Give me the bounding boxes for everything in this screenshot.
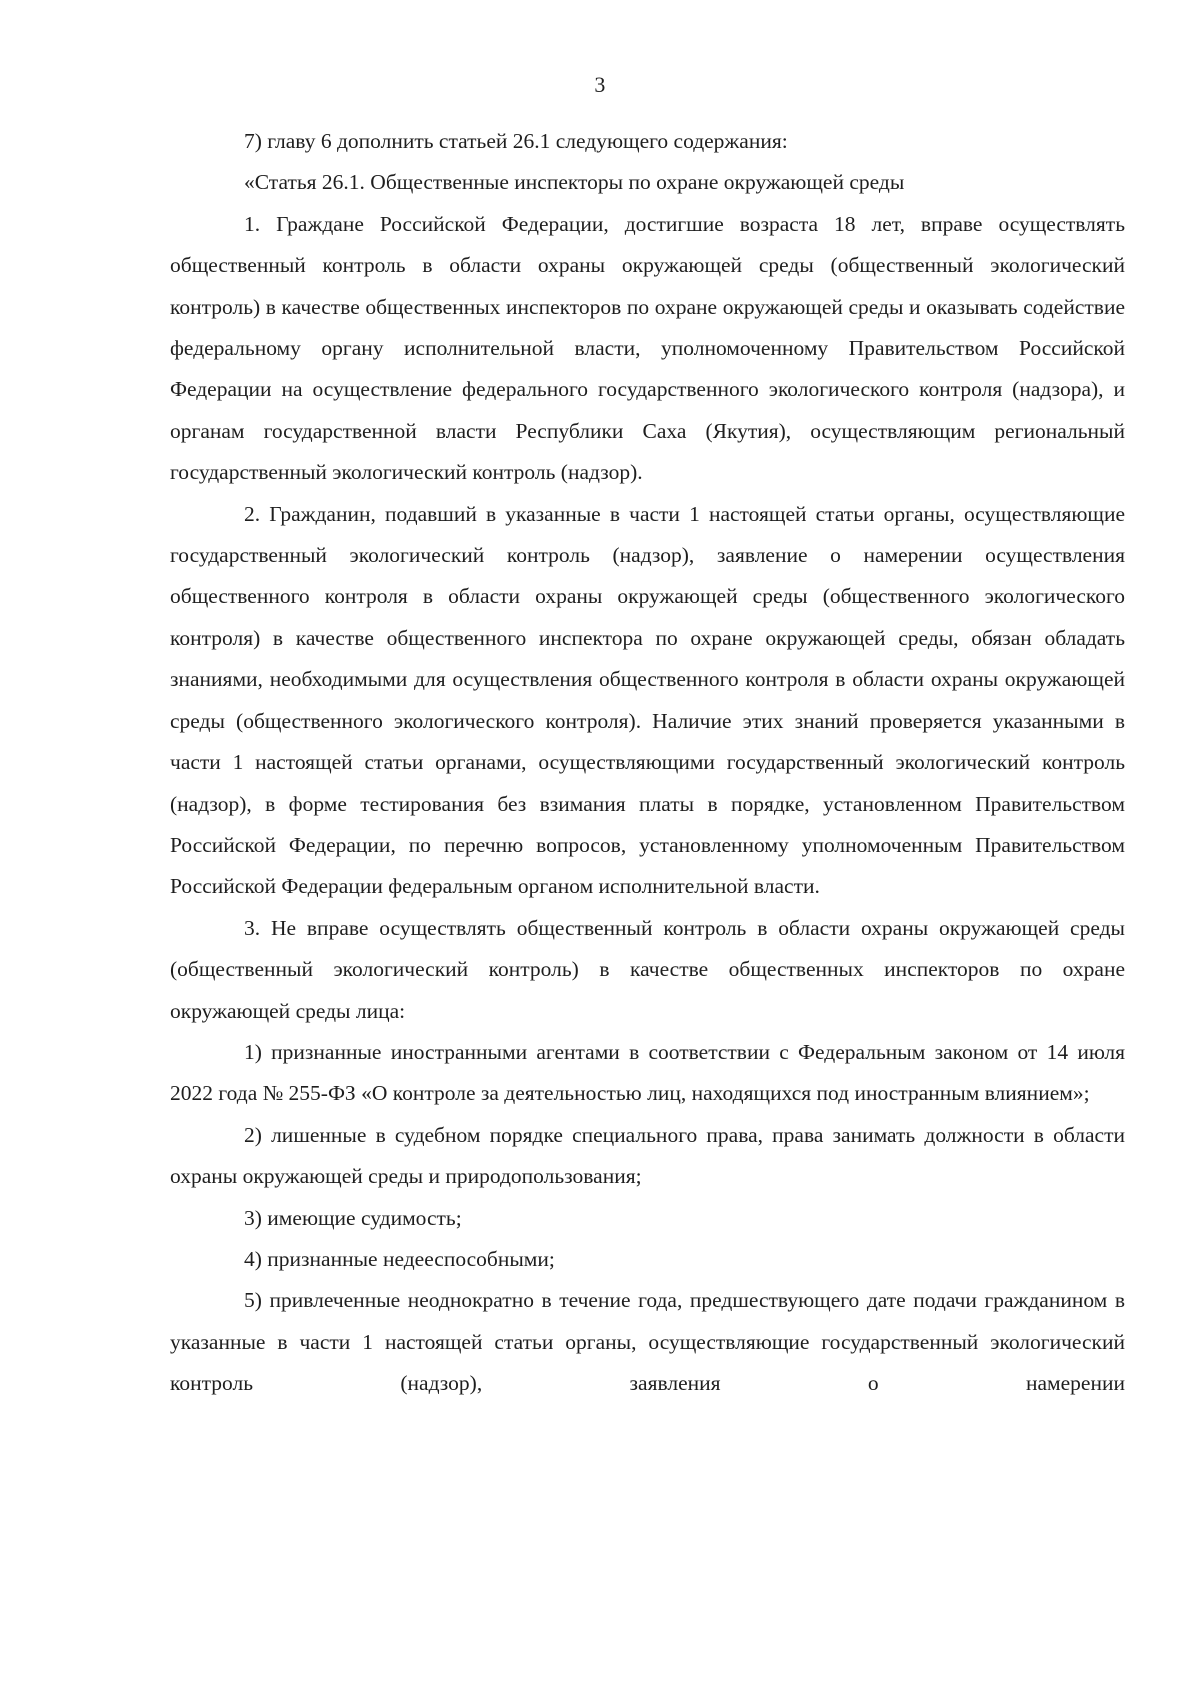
paragraph-subitem-1: 1) признанные иностранными агентами в соответствии с Федеральным законом от 14 июля 2022 года № 255-ФЗ «О контроле за деятельностью лиц, находящихся под иностранным влиянием»; [170, 1039, 1125, 1106]
paragraph-amendment-item-7: 7) главу 6 дополнить статьей 26.1 следующего содержания: [244, 129, 788, 153]
paragraph-subitem-5: 5) привлеченные неоднократно в течение года, предшествующего дате подачи гражданином в указанные в части 1 настоящей статьи органы, осуществляющие государственный экологический контроль (надзор), заявления о намерении [170, 1288, 1125, 1396]
paragraph-article-heading: «Статья 26.1. Общественные инспекторы по охране окружающей среды [244, 170, 905, 195]
paragraph-subitem-3: 3) имеющие судимость; [244, 1205, 462, 1230]
paragraph-part-2: 2. Гражданин, подавший в указанные в части 1 настоящей статьи органы, осуществляющие государственный экологический контроль (надзор), заявление о намерении осуществления общественного контроля в области охраны окружающей среды (общественного экологического контроля) в качестве общественного инспектора по охране окружающей среды, обязан обладать знаниями, необходимыми для осуществления общественного контроля в области охраны окружающей среды (общественного экологического контроля). Наличие этих знаний проверяется указанными в части 1 настоящей статьи органами, осуществляющими государственный экологический контроль (надзор), в форме тестирования без взимания платы в порядке, установленном Правительством Российской Федерации, по перечню вопросов, установленному уполномоченным Правительством Российской Федерации федеральным органом исполнительной власти. [170, 501, 1125, 899]
paragraph-part-1: 1. Граждане Российской Федерации, достигшие возраста 18 лет, вправе осуществлять общественный контроль в области охраны окружающей среды (общественный экологический контроль) в качестве общественных инспекторов по охране окружающей среды и оказывать содействие федеральному органу исполнительной власти, уполномоченному Правительством Российской Федерации на осуществление федерального государственного экологического контроля (надзора), и органам государственной власти Республики Саха (Якутия), осуществляющим региональный государственный экологический контроль (надзор). [170, 211, 1125, 485]
page-number: 3 [594, 72, 606, 97]
document-body [170, 121, 1125, 1405]
paragraph-part-3: 3. Не вправе осуществлять общественный контроль в области охраны окружающей среды (общественный экологический контроль) в качестве общественных инспекторов по охране окружающей среды лица: [170, 915, 1125, 1023]
paragraph-subitem-2: 2) лишенные в судебном порядке специального права, права занимать должности в области охраны окружающей среды и природопользования; [170, 1122, 1125, 1189]
paragraph-subitem-4: 4) признанные недееспособными; [244, 1246, 555, 1271]
